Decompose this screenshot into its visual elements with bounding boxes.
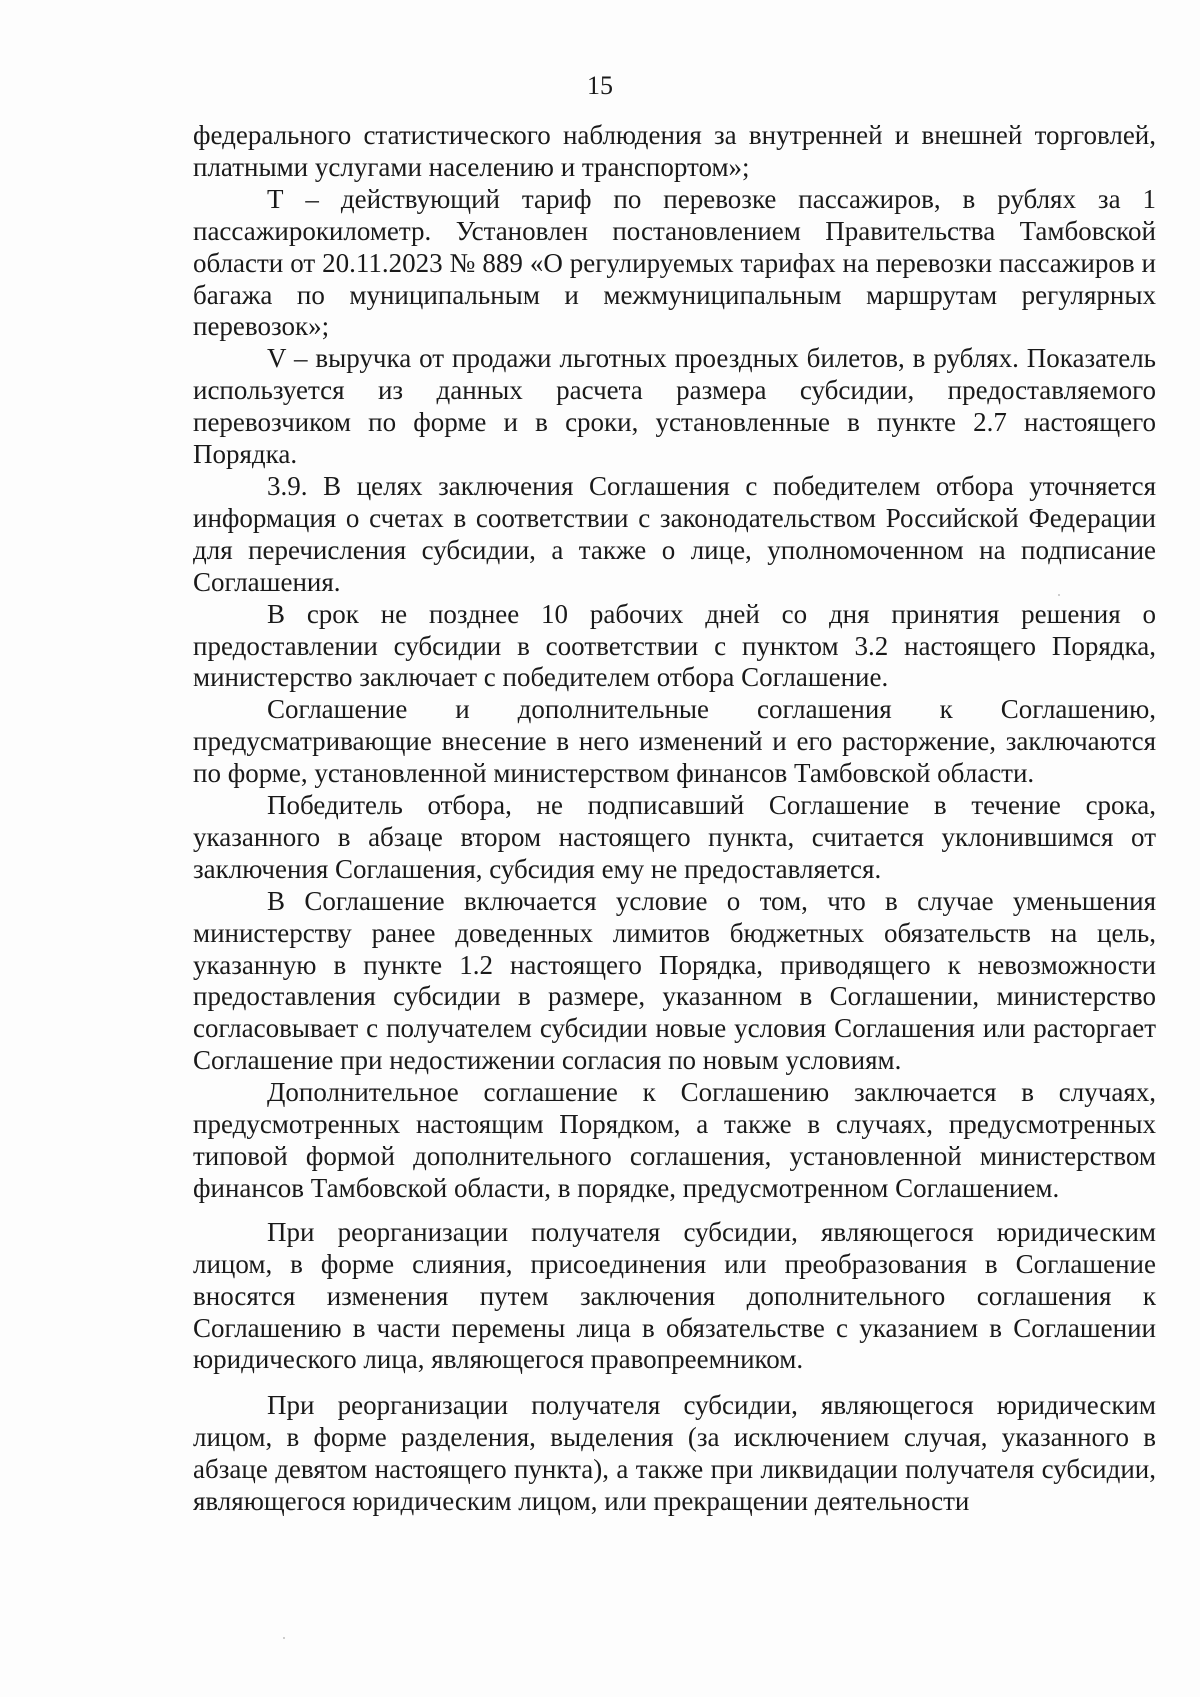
paragraph-revenue-definition: V – выручка от продажи льготных проездных билетов, в рублях. Показатель используется из данных расчета размера субсидии, предоставляемого перевозчиком по форме и в сроки, установленные в пункте 2.7 настоящего Порядка. [193, 343, 1156, 470]
paragraph-continuation: федерального статистического наблюдения за внутренней и внешней торговлей, платными услугами населению и транспортом»; [193, 120, 1156, 182]
paragraph-limits-reduction: В Соглашение включается условие о том, что в случае уменьшения министерству ранее доведенных лимитов бюджетных обязательств на цель, указанную в пункте 1.2 настоящего Порядка, приводящего к невозможности предоставления субсидии в размере, указанном в Соглашении, министерство согласовывает с получателем субсидии новые условия Соглашения или расторгает Соглашение при недостижении согласия по новым условиям. [193, 885, 1156, 1076]
paragraph-tariff-definition: Т – действующий тариф по перевозке пассажиров, в рублях за 1 пассажирокилометр. Установлен постановлением Правительства Тамбовской области от 20.11.2023 № 889 «О регулируемых тарифах на перевозки пассажиров и багажа по муниципальным и межмуниципальным маршрутам регулярных перевозок»; [193, 183, 1156, 342]
paragraph-reorganization-division: При реорганизации получателя субсидии, являющегося юридическим лицом, в форме разделения, выделения (за исключением случая, указанного в абзаце девятом настоящего пункта), а также при ликвидации получателя субсидии, являющегося юридическим лицом, или прекращении деятельности [193, 1390, 1156, 1517]
page-number: 15 [587, 71, 613, 100]
document-body [193, 120, 1156, 1518]
paragraph-agreement-form: Соглашение и дополнительные соглашения к Соглашению, предусматривающие внесение в него изменений и его расторжение, заключаются по форме, установленной министерством финансов Тамбовской области. [193, 694, 1156, 789]
paragraph-agreement-deadline: В срок не позднее 10 рабочих дней со дня принятия решения о предоставлении субсидии в соответствии с пунктом 3.2 настоящего Порядка, министерство заключает с победителем отбора Соглашение. [193, 598, 1156, 693]
scan-speck [283, 1637, 285, 1639]
paragraph-winner-evasion: Победитель отбора, не подписавший Соглашение в течение срока, указанного в абзаце втором настоящего пункта, считается уклонившимся от заключения Соглашения, субсидия ему не предоставляется. [193, 790, 1156, 884]
paragraph-3-9: 3.9. В целях заключения Соглашения с победителем отбора уточняется информация о счетах в соответствии с законодательством Российской Федерации для перечисления субсидии, а также о лице, уполномоченном на подписание Соглашения. [193, 470, 1156, 597]
paragraph-additional-agreement: Дополнительное соглашение к Соглашению заключается в случаях, предусмотренных настоящим Порядком, а также в случаях, предусмотренных типовой формой дополнительного соглашения, установленной министерством финансов Тамбовской области, в порядке, предусмотренном Соглашением. [193, 1077, 1156, 1203]
scan-speck [1058, 594, 1060, 596]
paragraph-reorganization-merger: При реорганизации получателя субсидии, являющегося юридическим лицом, в форме слияния, присоединения или преобразования в Соглашение вносятся изменения путем заключения дополнительного соглашения к Соглашению в части перемены лица в обязательстве с указанием в Соглашении юридического лица, являющегося правопреемником. [193, 1216, 1156, 1375]
